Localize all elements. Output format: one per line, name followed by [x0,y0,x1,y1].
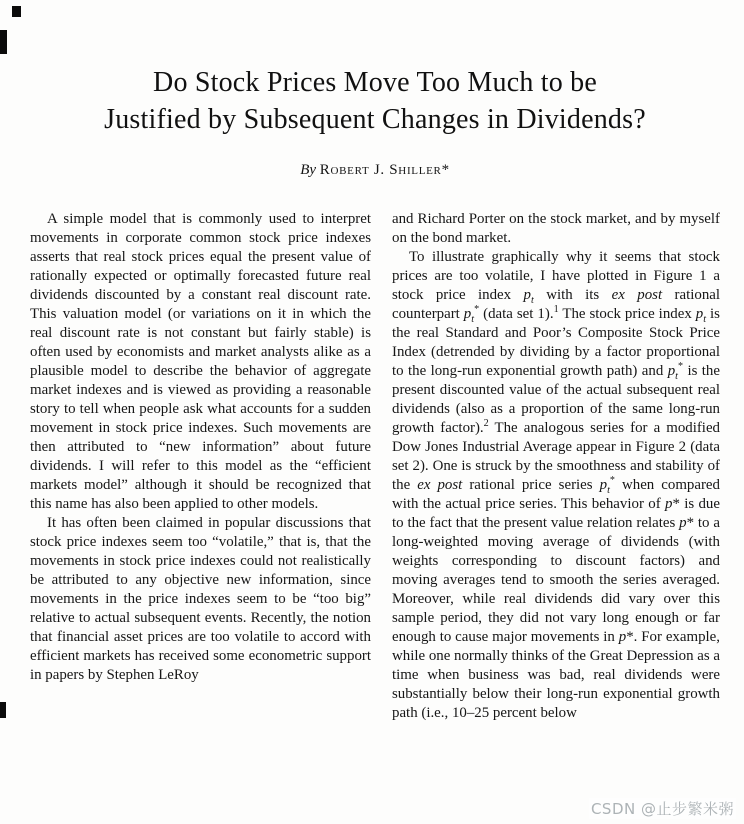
paper-title [30,64,720,138]
paper-title-line-1: Do Stock Prices Move Too Much to be [153,67,597,98]
byline-by: By [300,162,317,178]
two-column-body [30,210,720,723]
scan-artifact [12,6,21,17]
paper-title-line-2: Justified by Subsequent Changes in Dividends? [104,104,646,135]
scan-artifact [0,30,7,54]
byline [30,162,720,179]
scan-artifact [0,702,6,718]
right-column [392,210,720,723]
continuation-paragraph: and Richard Porter on the stock market, and by myself on the bond market. [392,211,720,246]
byline-author: Robert J. Shiller* [319,162,450,178]
watermark: CSDN @止步繁米粥 [590,800,734,818]
volatility-paragraph: It has often been claimed in popular discussions that stock price indexes seem too “volatile,” that is, that the movements in stock price indexes could not realistically be attributed to any objective new information, since movements in the price indexes seem to be “too big” relative to actual subsequent events. Recently, the notion that financial asset prices are too volatile to accord with efficient markets has received some econometric support in papers by Stephen LeRoy [30,515,371,683]
left-column [30,210,371,723]
figure-discussion-paragraph: To illustrate graphically why it seems that stock prices are too volatile, I have plotted in Figure 1 a stock price index $p_t$ with its ex post rational counterpart $p_t^*$ (data set 1).$^1$ The stock price index $p_t$ is the real Standard and Poor’s Composite Stock Price Index (detrended by dividing by a factor proportional to the long-run exponential growth path) and $p_t^*$ is the present discounted value of the actual subsequent real dividends (also as a proportion of the same long-run growth factor).$^2$ The analogous series for a modified Dow Jones Industrial Average appear in Figure 2 (data set 2). One is struck by the smoothness and stability of the ex post rational price series $p_t^*$ when compared with the actual price series. This behavior of p* is due to the fact that the present value relation relates p* to a long-weighted moving average of dividends (with weights corresponding to discount factors) and moving averages tend to smooth the series averaged. Moreover, while real dividends did vary over this sample period, they did not vary long enough or far enough to cause major movements in p*. For example, while one normally thinks of the Great Depression as a time when business was bad, real dividends were substantially below their long-run exponential growth path (i.e., 10–25 percent below [392,249,721,721]
intro-paragraph: A simple model that is commonly used to interpret movements in corporate common stock price indexes asserts that real stock prices equal the present value of rationally expected or optimally forecasted future real dividends discounted by a constant real discount rate. This valuation model (or variations on it in which the real discount rate is not constant but fairly stable) is often used by economists and market analysts alike as a plausible model to describe the behavior of aggregate market indexes and is viewed as providing a reasonable story to tell when people ask what accounts for a sudden movement in stock price indexes. Such movements are then attributed to “new information” about future dividends. I will refer to this model as the “efficient markets model” although it should be recognized that this name has also been applied to other models. [30,211,371,512]
